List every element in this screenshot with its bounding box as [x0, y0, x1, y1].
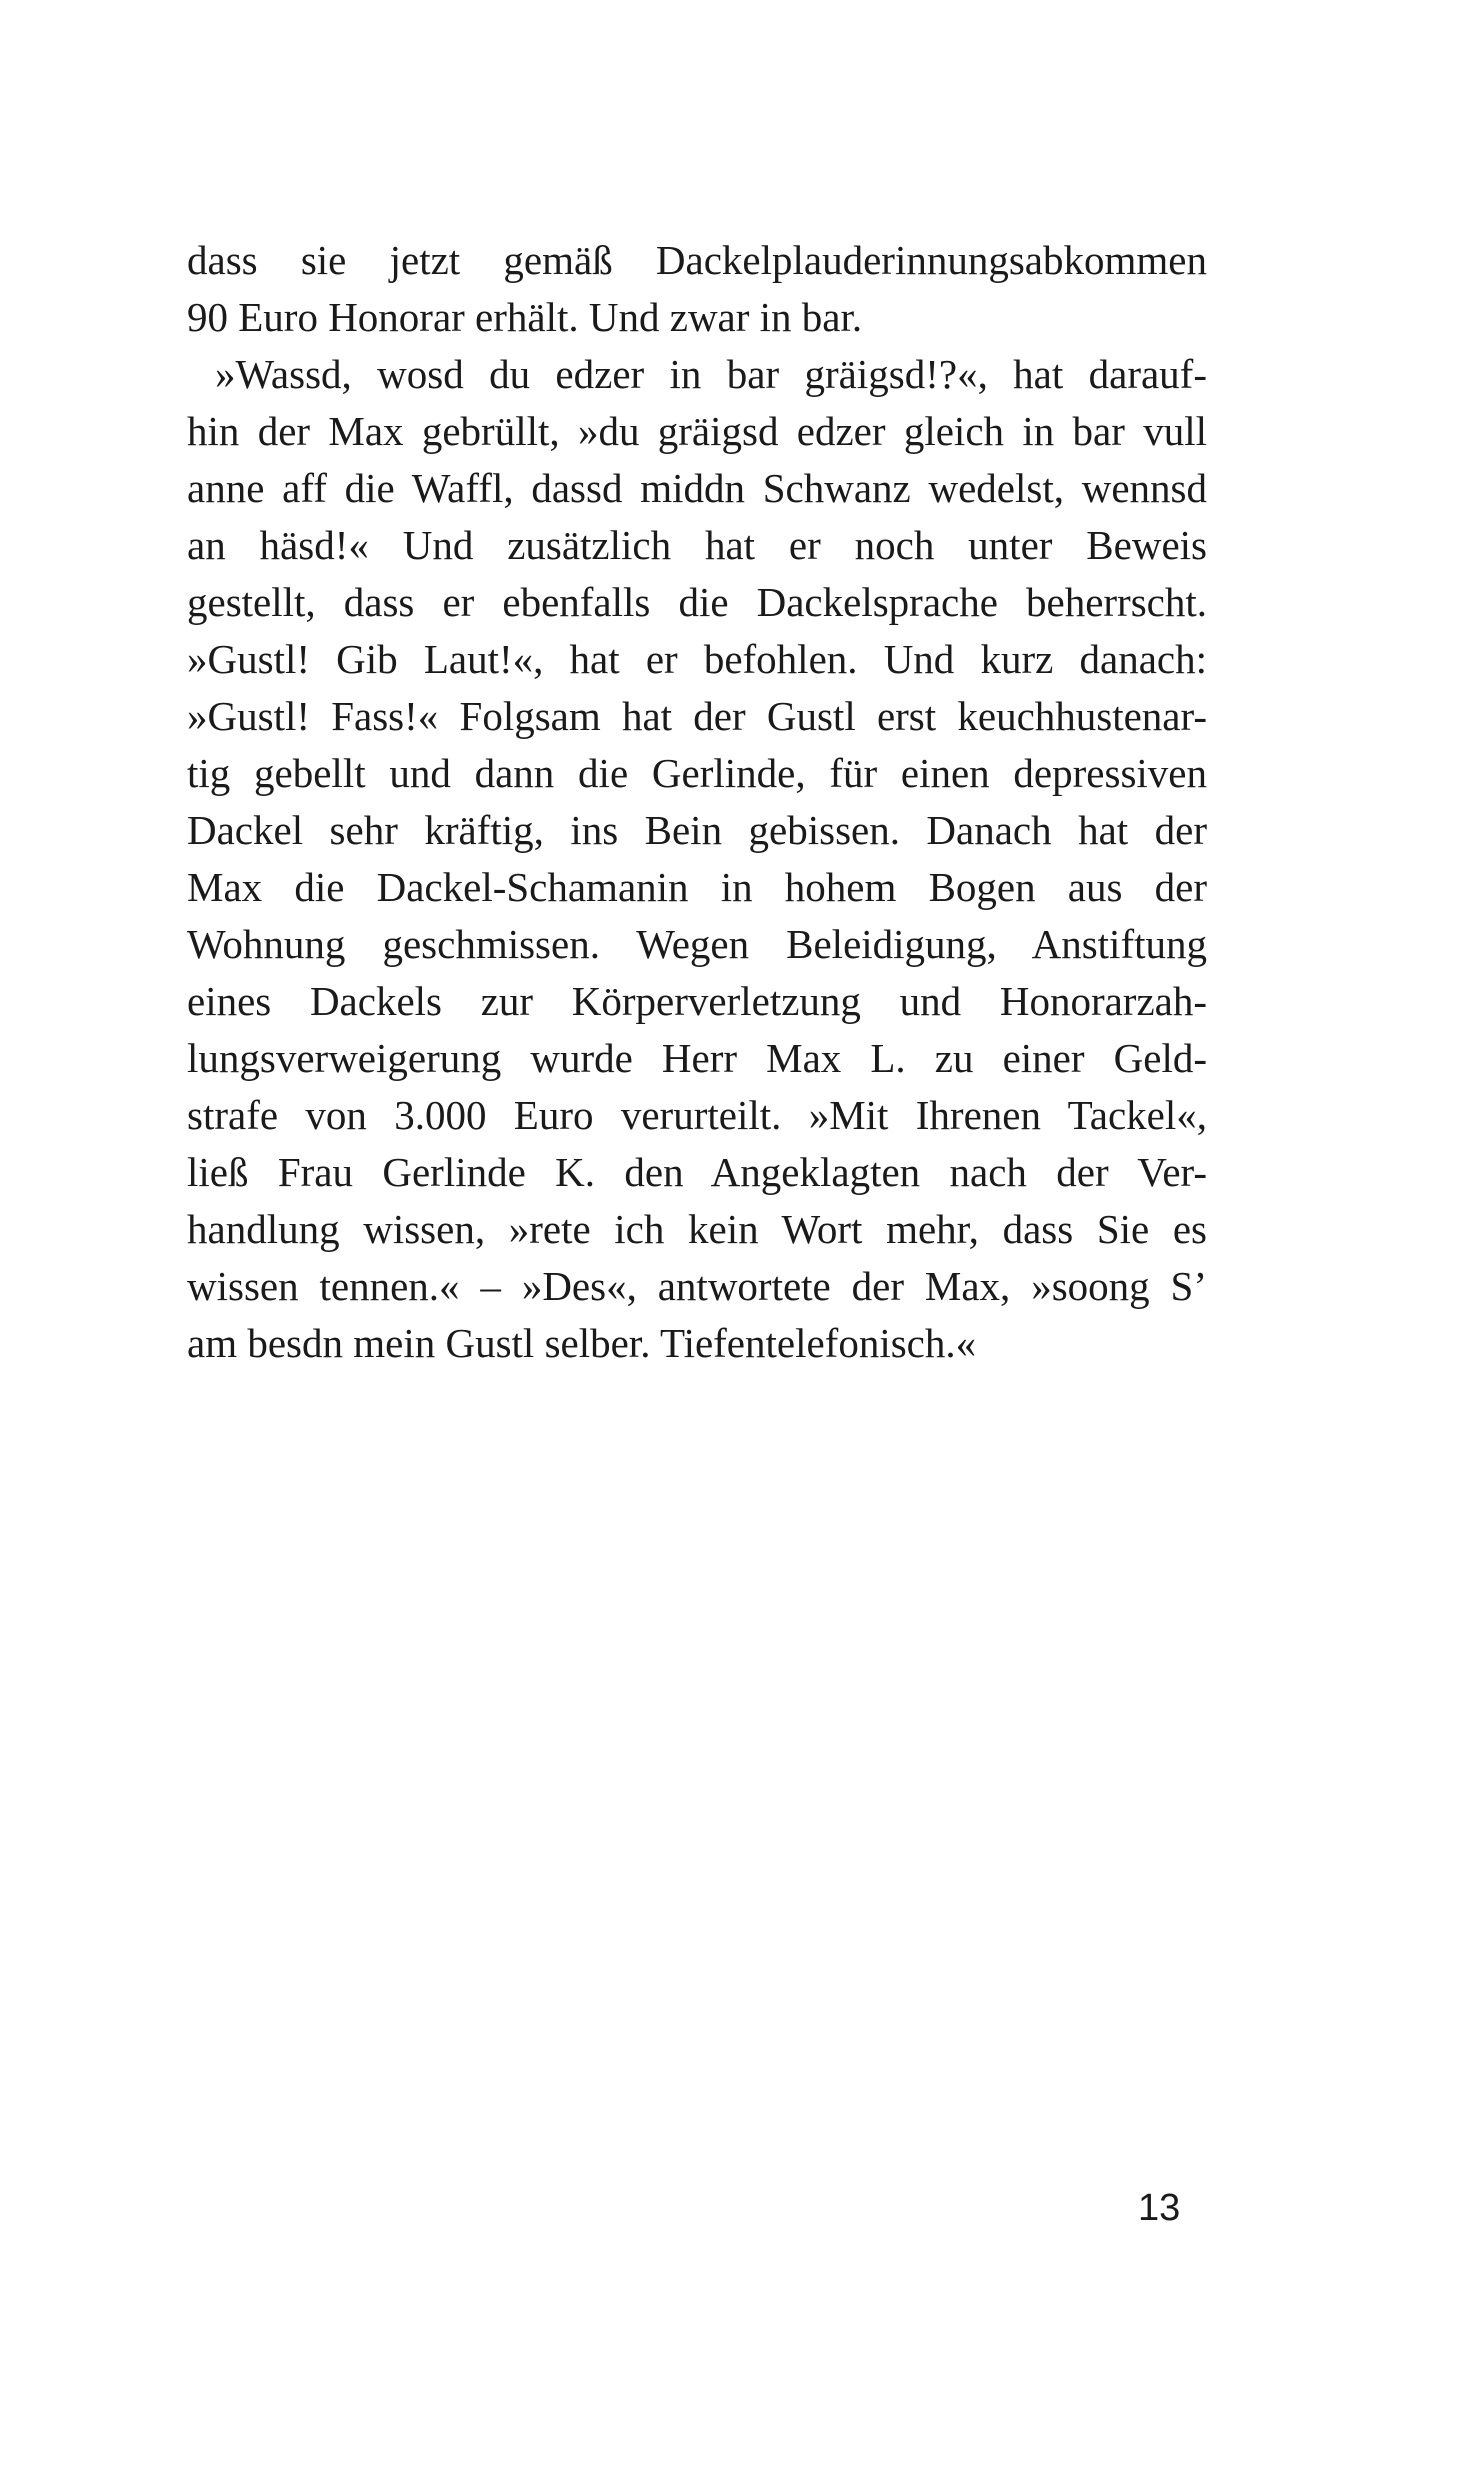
- text-line: 90 Euro Honorar erhält. Und zwar in bar.: [187, 294, 863, 340]
- body-text: [187, 232, 1207, 1372]
- text-line: wissen tennen.« – »Des«, antwortete der Max, »soong S’: [187, 1263, 1207, 1309]
- text-line: Max die Dackel-Schamanin in hohem Bogen aus der: [187, 864, 1207, 910]
- text-line: lungsverweigerung wurde Herr Max L. zu einer Geld-: [187, 1035, 1207, 1081]
- text-line: an häsd!« Und zusätzlich hat er noch unter Beweis: [187, 522, 1207, 568]
- text-line: eines Dackels zur Körperverletzung und Honorarzah-: [187, 978, 1207, 1024]
- text-line: dass sie jetzt gemäß Dackelplauderinnungsabkommen: [187, 237, 1207, 283]
- text-line: handlung wissen, »rete ich kein Wort mehr, dass Sie es: [187, 1206, 1207, 1252]
- text-line: gestellt, dass er ebenfalls die Dackelsprache beherrscht.: [187, 579, 1207, 625]
- text-line: am besdn mein Gustl selber. Tiefentelefonisch.«: [187, 1320, 977, 1366]
- text-line: Wohnung geschmissen. Wegen Beleidigung, Anstiftung: [187, 921, 1207, 967]
- text-line: »Wassd, wosd du edzer in bar gräigsd!?«, hat darauf-: [215, 351, 1207, 397]
- text-line: »Gustl! Gib Laut!«, hat er befohlen. Und kurz danach:: [187, 636, 1207, 682]
- text-line: ließ Frau Gerlinde K. den Angeklagten nach der Ver-: [187, 1149, 1207, 1195]
- text-line: anne aff die Waffl, dassd middn Schwanz wedelst, wennsd: [187, 465, 1207, 511]
- text-line: Dackel sehr kräftig, ins Bein gebissen. Danach hat der: [187, 807, 1207, 853]
- text-line: »Gustl! Fass!« Folgsam hat der Gustl erst keuchhustenar-: [187, 693, 1207, 739]
- text-line: strafe von 3.000 Euro verurteilt. »Mit Ihrenen Tackel«,: [187, 1092, 1207, 1138]
- page-number: 13: [1138, 2187, 1181, 2229]
- text-line: hin der Max gebrüllt, »du gräigsd edzer gleich in bar vull: [187, 408, 1207, 454]
- text-line: tig gebellt und dann die Gerlinde, für einen depressiven: [187, 750, 1207, 796]
